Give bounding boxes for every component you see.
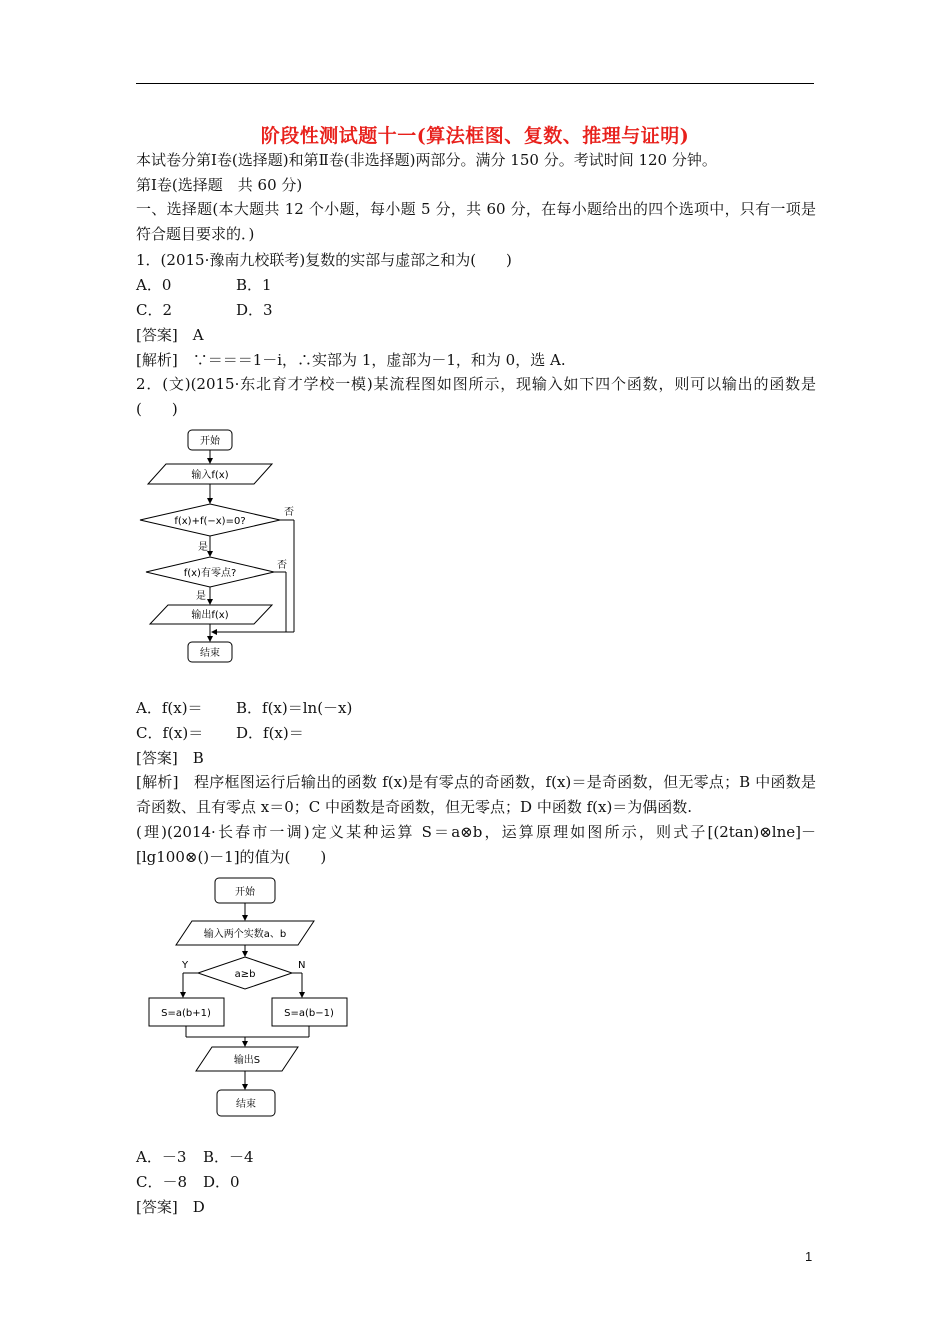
q1-stem: 1．(2015·豫南九校联考)复数的实部与虚部之和为( ) xyxy=(136,251,512,269)
q2-option-b: B．f(x)＝ln(－x) xyxy=(236,699,353,717)
fc2-input-label: 输入两个实数a、b xyxy=(203,929,287,940)
fc1-cond2-label: f(x)有零点? xyxy=(183,568,237,579)
fc2-end-label: 结束 xyxy=(236,1099,256,1110)
fc1-yes1-label: 是 xyxy=(198,542,208,553)
fc1-yes2-label: 是 xyxy=(196,591,206,602)
q2b-answer: [答案] D xyxy=(136,1198,205,1216)
fc2-no-label: N xyxy=(298,960,306,971)
fc1-cond1-label: f(x)+f(−x)=0? xyxy=(174,516,246,527)
q2-options-row2 xyxy=(136,723,304,743)
intro-text: 本试卷分第Ⅰ卷(选择题)和第Ⅱ卷(非选择题)两部分。满分 150 分。考试时间 120 分钟。 xyxy=(136,151,717,169)
q1-options-row1 xyxy=(136,275,272,295)
fc2-output-label: 输出S xyxy=(233,1055,261,1066)
q2-answer: [答案] B xyxy=(136,749,204,767)
q1-answer: [答案] A xyxy=(136,326,204,344)
q2-option-a: A．f(x)＝ xyxy=(136,699,203,717)
q2b-option-d: D．0 xyxy=(203,1173,240,1191)
q1-option-d: D．3 xyxy=(236,301,273,319)
page-number: 1 xyxy=(805,1249,813,1264)
q2b-stem: (理)(2014·长春市一调)定义某种运算 S＝a⊗b，运算原理如图所示，则式子[(2tan)⊗lne]－[lg100⊗()－1]的值为( ) xyxy=(136,823,816,866)
fc2-right-label: S=a(b−1) xyxy=(284,1008,334,1019)
fc2-yes-label: Y xyxy=(182,960,189,971)
header-rule xyxy=(136,83,814,84)
q2b-option-b: B．－4 xyxy=(203,1148,254,1166)
fc1-no2-label: 否 xyxy=(277,560,287,571)
q2b-options-row2 xyxy=(136,1172,240,1192)
q1-option-a: A．0 xyxy=(136,276,172,294)
q1-option-b: B．1 xyxy=(236,276,272,294)
q2-option-d: D．f(x)＝ xyxy=(236,724,304,742)
q2b-option-a: A．－3 xyxy=(136,1148,187,1166)
fc2-cond-label: a≥b xyxy=(234,969,256,980)
flowchart-1 xyxy=(136,425,316,670)
q2b-option-c: C．－8 xyxy=(136,1173,188,1191)
fc1-start-label: 开始 xyxy=(200,436,220,447)
q2b-options-row1 xyxy=(136,1147,254,1167)
q2-option-c: C．f(x)＝ xyxy=(136,724,204,742)
fc2-start-label: 开始 xyxy=(235,887,255,898)
q1-options-row2 xyxy=(136,300,273,320)
fc1-end-label: 结束 xyxy=(200,648,220,659)
part1-heading: 第Ⅰ卷(选择题 共 60 分) xyxy=(136,176,303,194)
fc2-left-label: S=a(b+1) xyxy=(161,1008,211,1019)
q2-options-row1 xyxy=(136,698,353,718)
fc1-no1-label: 否 xyxy=(284,507,294,518)
fc1-input-label: 输入f(x) xyxy=(191,470,229,481)
q2-stem: 2．(文)(2015·东北育才学校一模)某流程图如图所示，现输入如下四个函数，则可以输出的函数是( ) xyxy=(136,375,816,418)
fc1-output-label: 输出f(x) xyxy=(191,610,229,621)
q1-option-c: C．2 xyxy=(136,301,173,319)
q1-analysis: [解析] ∵＝＝＝1－i，∴实部为 1，虚部为－1，和为 0，选 A. xyxy=(136,351,566,369)
q2-analysis: [解析] 程序框图运行后输出的函数 f(x)是有零点的奇函数，f(x)＝是奇函数，但无零点；B 中函数是奇函数、且有零点 x＝0；C 中函数是奇函数，但无零点；D 中函数 f(x)＝为偶函数. xyxy=(136,773,816,816)
flowchart-2 xyxy=(140,874,350,1124)
document-title: 阶段性测试题十一(算法框图、复数、推理与证明) xyxy=(260,125,690,147)
section1-instructions: 一、选择题(本大题共 12 个小题，每小题 5 分，共 60 分，在每小题给出的四个选项中，只有一项是符合题目要求的．) xyxy=(136,200,816,243)
